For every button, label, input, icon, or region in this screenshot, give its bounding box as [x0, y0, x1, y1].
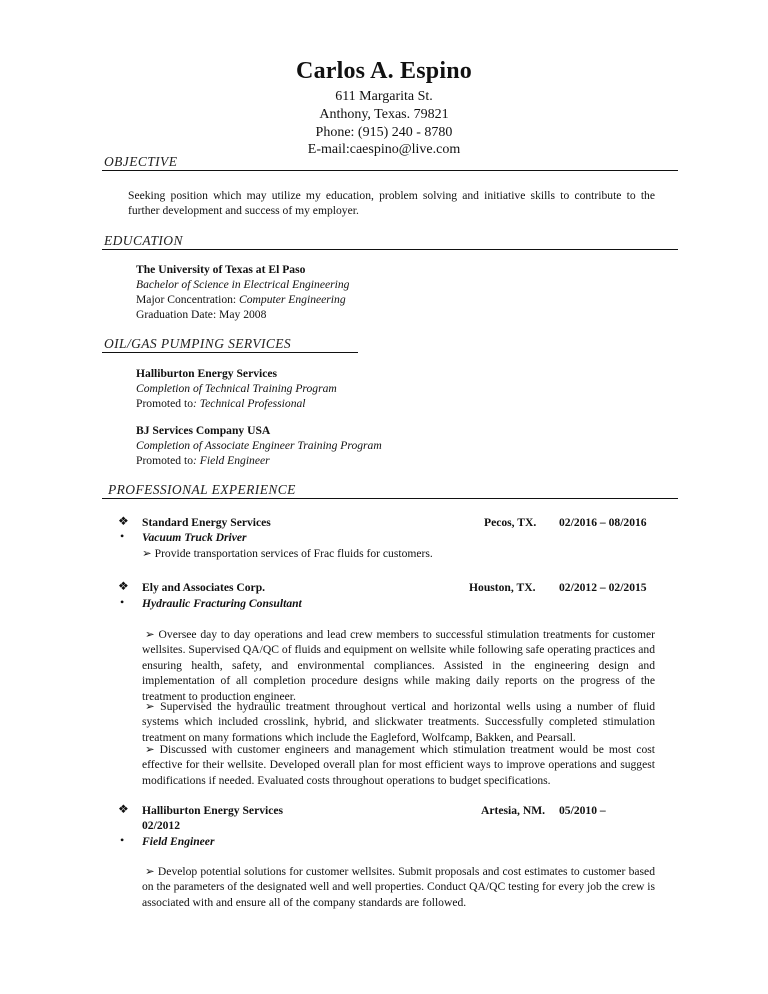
job-dates: 02/2016 – 08/2016: [559, 516, 647, 529]
oil-gas-program: Completion of Associate Engineer Training Program: [136, 439, 382, 452]
school-name: The University of Texas at El Paso: [136, 263, 306, 276]
job-company: Ely and Associates Corp.: [142, 581, 266, 594]
objective-text: Seeking position which may utilize my education, problem solving and initiative skills to contribute to the further development and success of my employer.: [128, 189, 655, 218]
duty-text: Discussed with customer engineers and management which stimulation treatment would be most cost effective for their wellsite. Developed overall plan for most efficient ways to improve operations and suggest modifications if needed. Evaluated costs throughout operations to budget specifications.: [142, 743, 655, 787]
job-dates: 05/2010 –: [559, 804, 606, 817]
graduation-date: Graduation Date: May 2008: [136, 308, 267, 321]
job-dates-continued: 02/2012: [142, 819, 181, 832]
duty-text: Develop potential solutions for customer wellsites. Submit proposals and cost estimates to customer based on the parameters of the designated well and well properties. Conduct QA/QC testing for every job the crew is associated with and ensure all of the company standards are followed.: [142, 865, 656, 909]
promoted-label: Promoted to: [136, 397, 194, 410]
experience-heading: PROFESSIONAL EXPERIENCE: [108, 482, 296, 497]
job-company: Standard Energy Services: [142, 516, 271, 529]
dot-bullet-icon: •: [120, 529, 125, 543]
job-duty: [142, 627, 655, 704]
education-heading: EDUCATION: [104, 233, 183, 248]
job-location: Artesia, NM.: [481, 804, 546, 817]
degree: Bachelor of Science in Electrical Engineering: [136, 278, 350, 291]
oil-gas-heading: OIL/GAS PUMPING SERVICES: [104, 336, 292, 351]
education-rule: [102, 249, 678, 250]
address-line-2: Anthony, Texas. 79821: [319, 107, 449, 122]
concentration-value: Computer Engineering: [239, 293, 346, 306]
duty-text: Provide transportation services of Frac fluids for customers.: [154, 547, 433, 560]
objective-rule: [102, 170, 678, 171]
diamond-bullet-icon: ❖: [118, 514, 129, 528]
arrow-bullet-icon: ➢: [145, 865, 155, 878]
oil-gas-company: BJ Services Company USA: [136, 424, 271, 437]
job-location: Houston, TX.: [469, 581, 536, 594]
oil-gas-promotion: [136, 396, 306, 411]
oil-gas-rule: [102, 352, 358, 353]
arrow-bullet-icon: ➢: [145, 743, 155, 756]
oil-gas-program: Completion of Technical Training Program: [136, 382, 337, 395]
concentration: [136, 292, 346, 307]
job-duty: [142, 742, 655, 788]
job-dates: 02/2012 – 02/2015: [559, 581, 647, 594]
promoted-value: : Technical Professional: [193, 397, 306, 410]
concentration-label: Major Concentration:: [136, 293, 240, 306]
dot-bullet-icon: •: [120, 595, 125, 609]
experience-rule: [102, 498, 678, 499]
diamond-bullet-icon: ❖: [118, 579, 129, 593]
job-duty: [142, 864, 655, 910]
duty-text: Oversee day to day operations and lead crew members to successful stimulation treatments for customer wellsites. Supervised QA/QC of fluids and equipment on wellsite while following safe operating practices and ensuring health, safety, and environmental compliances. Assisted in the engineering design and implementation of all completion procedure designs while making daily reports on the progress of the treatment to production engineer.: [142, 628, 655, 703]
job-role: Hydraulic Fracturing Consultant: [142, 597, 302, 610]
phone: Phone: (915) 240 - 8780: [315, 125, 453, 140]
promoted-value: : Field Engineer: [193, 454, 270, 467]
job-role: Field Engineer: [142, 835, 215, 848]
diamond-bullet-icon: ❖: [118, 802, 129, 816]
oil-gas-company: Halliburton Energy Services: [136, 367, 278, 380]
email: E-mail:caespino@live.com: [307, 142, 461, 157]
arrow-bullet-icon: ➢: [145, 700, 155, 713]
arrow-bullet-icon: ➢: [145, 628, 155, 641]
job-duty: [142, 546, 433, 561]
promoted-label: Promoted to: [136, 454, 194, 467]
job-duty: [142, 699, 655, 745]
job-company: Halliburton Energy Services: [142, 804, 284, 817]
duty-text: Supervised the hydraulic treatment throughout vertical and horizontal wells using a number of fluid systems which included crosslink, hybrid, and slickwater treatments. Successfully completed stimulation treatment on many formations which include the Eagleford, Wolfcamp, Bakken, and Pearsall.: [142, 700, 655, 744]
address-line-1: 611 Margarita St.: [335, 89, 433, 104]
dot-bullet-icon: •: [120, 833, 125, 847]
job-role: Vacuum Truck Driver: [142, 531, 247, 544]
job-location: Pecos, TX.: [484, 516, 537, 529]
oil-gas-promotion: [136, 453, 270, 468]
arrow-bullet-icon: ➢: [142, 547, 152, 560]
resume-name: Carlos A. Espino: [296, 58, 472, 84]
objective-heading: OBJECTIVE: [104, 154, 178, 169]
